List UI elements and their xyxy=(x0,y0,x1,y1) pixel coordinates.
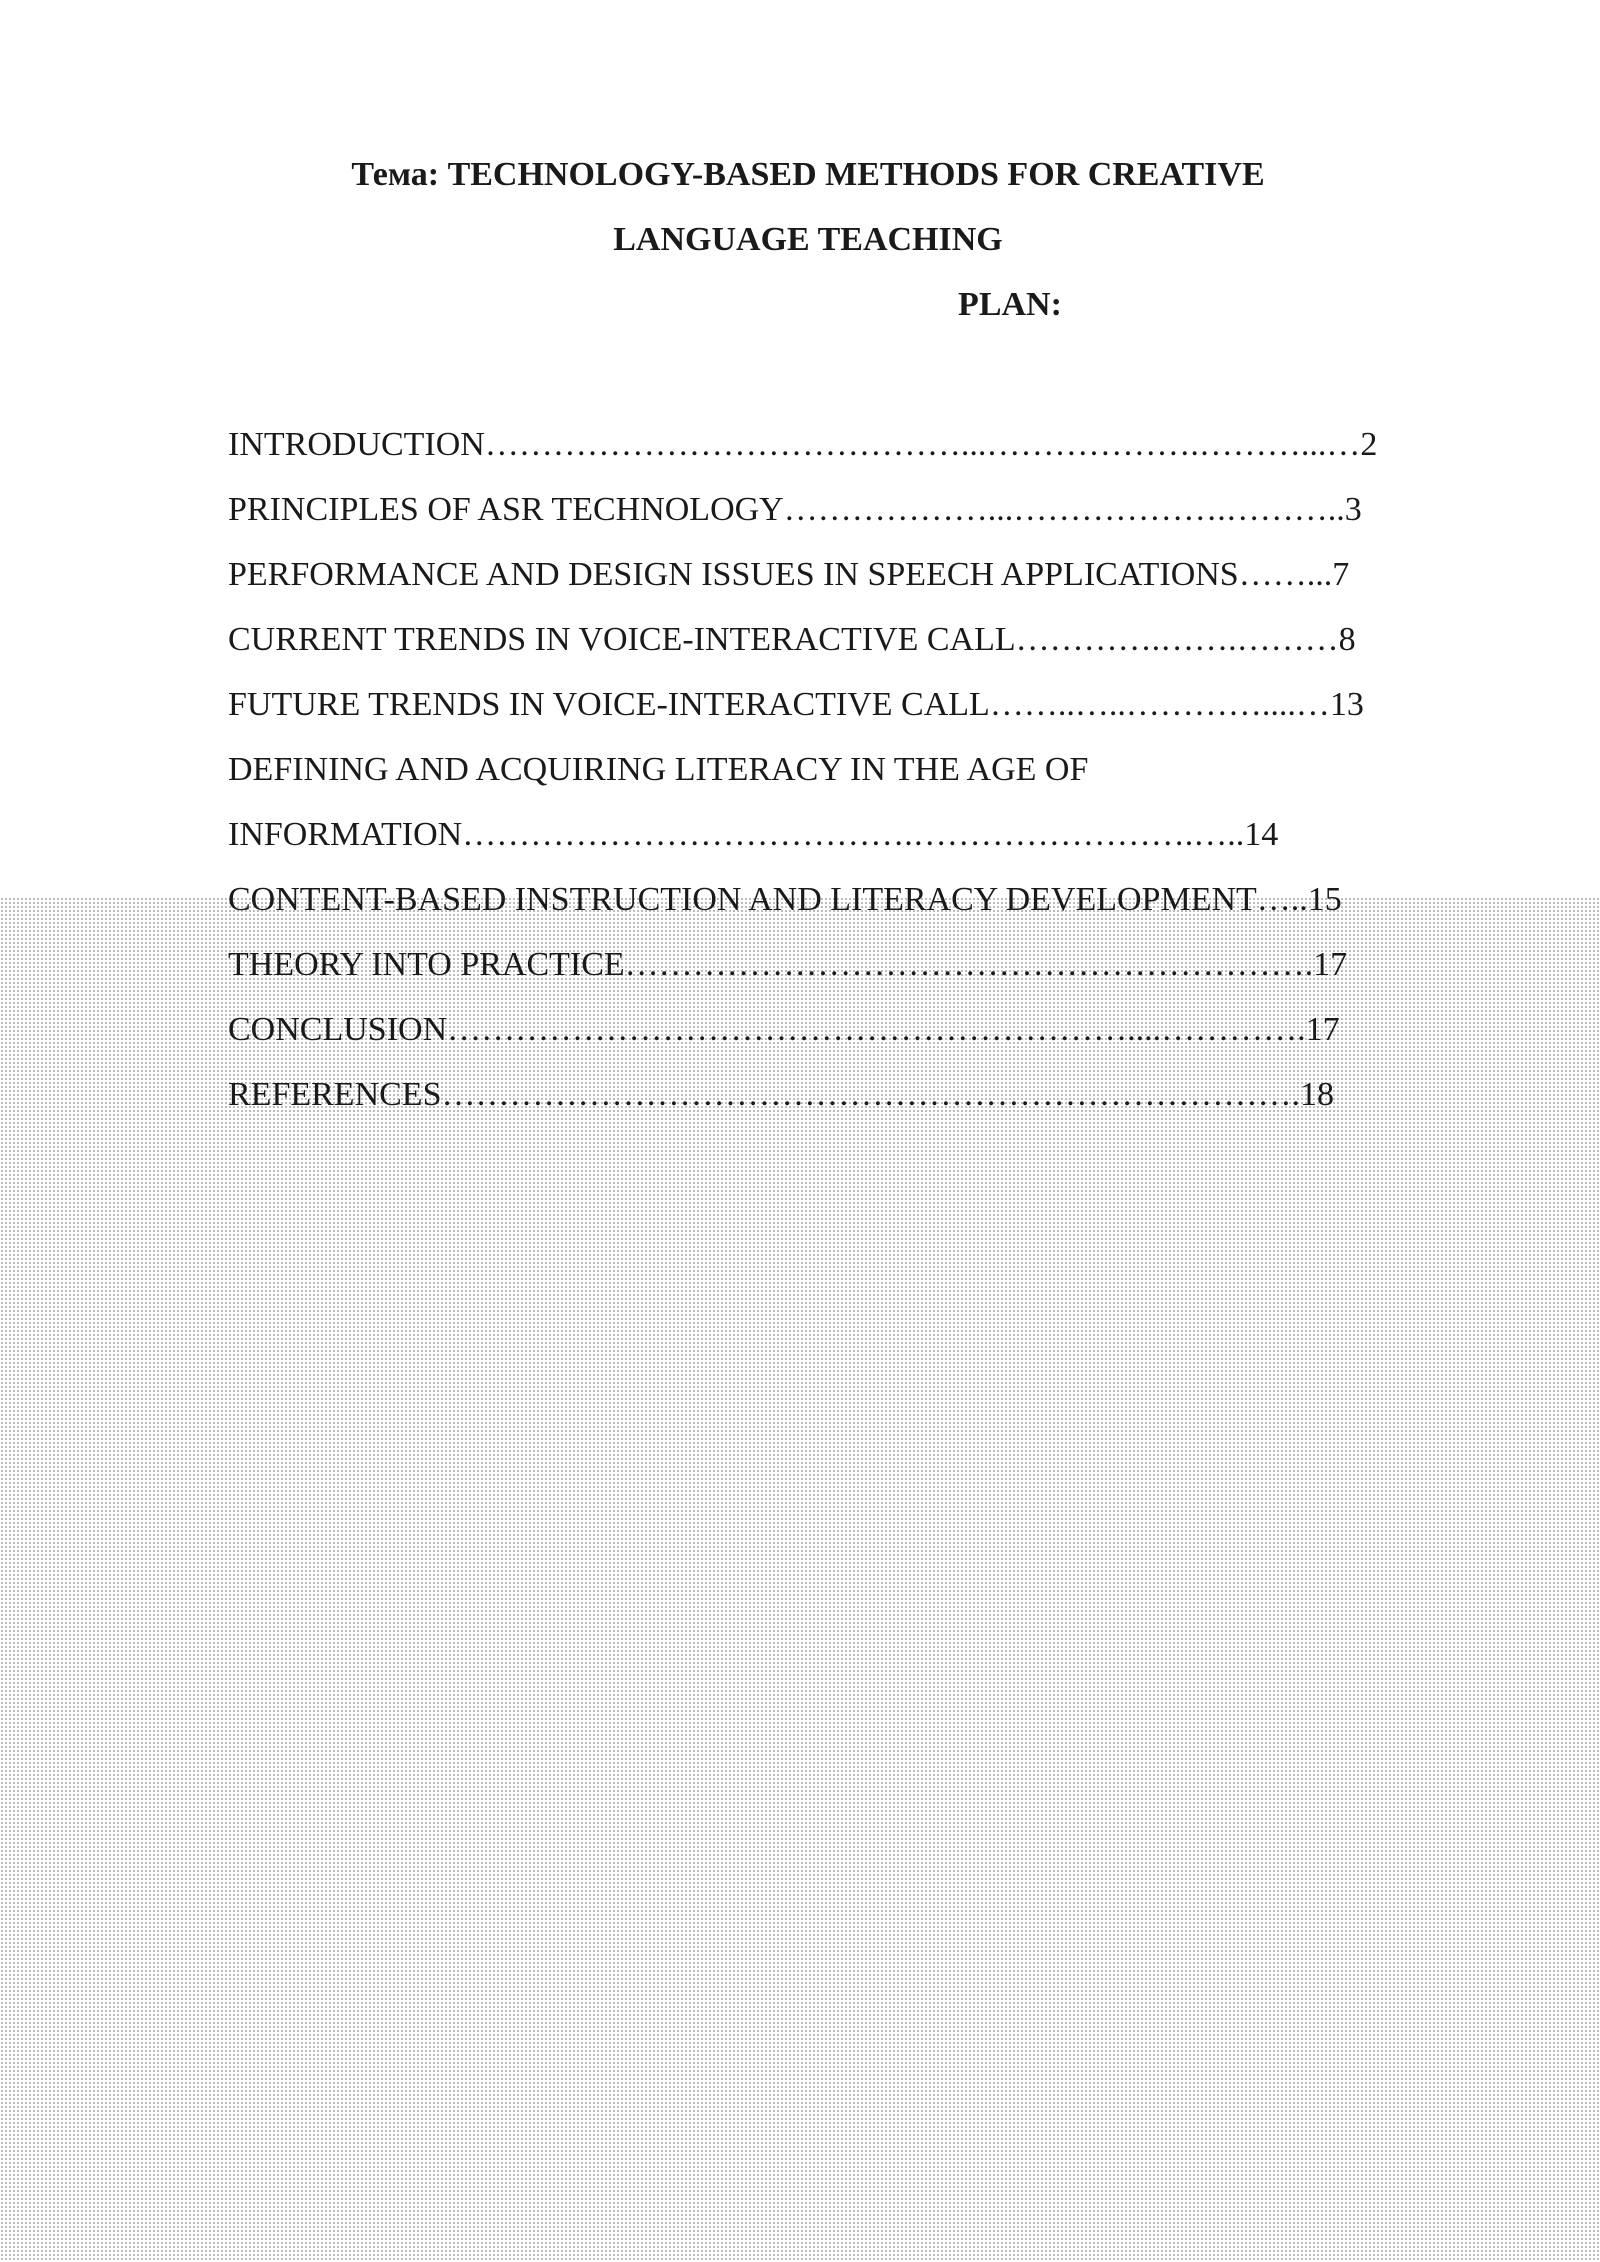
toc-entry-references: REFERENCES………………………………………………………………….18 xyxy=(228,1076,1334,1113)
toc-entry-literacy-line-2: INFORMATION………………………………….…………………….…..14 xyxy=(228,816,1279,853)
document-title-line-2: LANGUAGE TEACHING xyxy=(613,221,1003,258)
toc-entry-future-trends: FUTURE TRENDS IN VOICE-INTERACTIVE CALL……..…..…………....…13 xyxy=(228,686,1364,723)
document-title-line-1: Тема: TECHNOLOGY-BASED METHODS FOR CREATIVE xyxy=(351,156,1265,193)
table-of-contents xyxy=(228,412,1377,1127)
toc-entry-current-trends: CURRENT TRENDS IN VOICE-INTERACTIVE CALL………….…….………8 xyxy=(228,621,1356,658)
toc-entry-theory-practice: THEORY INTO PRACTICE…………………………………………………….17 xyxy=(228,946,1348,983)
toc-entry-content-based: CONTENT-BASED INSTRUCTION AND LITERACY DEVELOPMENT…..15 xyxy=(228,881,1342,918)
toc-entry-performance-design: PERFORMANCE AND DESIGN ISSUES IN SPEECH APPLICATIONS……...7 xyxy=(228,556,1350,593)
plan-heading: PLAN: xyxy=(958,286,1062,323)
toc-entry-asr-principles: PRINCIPLES OF ASR TECHNOLOGY………………...……………….………..3 xyxy=(228,491,1362,528)
toc-entry-literacy-line-1: DEFINING AND ACQUIRING LITERACY IN THE AGE OF xyxy=(228,751,1089,788)
toc-entry-conclusion: CONCLUSION……………………………………………………....………….17 xyxy=(228,1011,1340,1048)
toc-entry-introduction: INTRODUCTION……………………………………...……………….………...…2 xyxy=(228,426,1378,463)
